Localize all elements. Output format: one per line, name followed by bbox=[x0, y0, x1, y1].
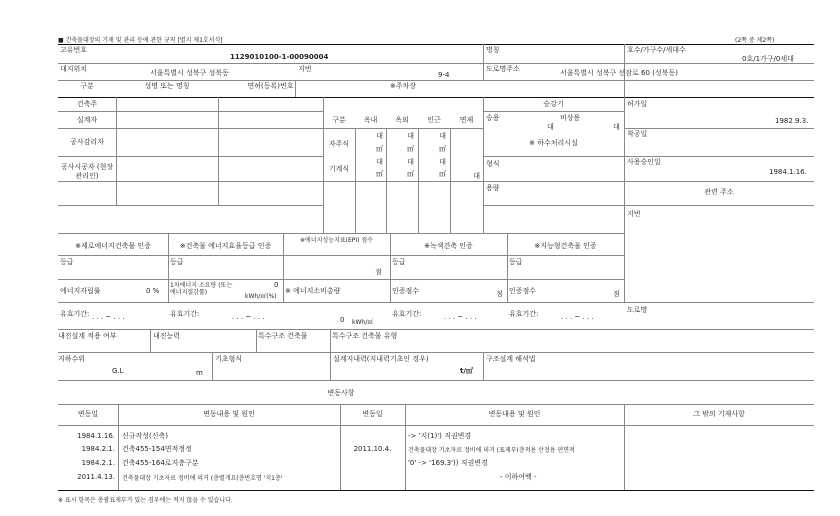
change-content: -> '지(1)') 직권변경 bbox=[408, 432, 472, 440]
change-content: 건축455-164로지층구분 bbox=[122, 459, 199, 467]
unit: 대 bbox=[439, 132, 446, 140]
unit: 대 bbox=[407, 132, 414, 140]
row-line bbox=[323, 128, 483, 129]
unit: ㎡ bbox=[439, 170, 446, 178]
person-row-owner: 건축주 bbox=[76, 100, 98, 108]
sewage-label: ※ 하수처리시설 bbox=[529, 139, 578, 147]
road-value: 서울특별시 성북구 선잠로 60 (성북동) bbox=[560, 69, 678, 77]
unique-no: 1129010100-1-00090004 bbox=[230, 53, 329, 61]
parking-self: 자주식 bbox=[328, 140, 350, 148]
footnote: ※ 표시 항목은 총괄표제부가 있는 경우에는 적지 않을 수 있습니다. bbox=[58, 497, 233, 504]
grade: 등급 bbox=[509, 258, 523, 266]
related-jibun: 지번 bbox=[627, 210, 641, 218]
row-line bbox=[624, 181, 814, 182]
valid-label: 유효기간: bbox=[60, 310, 90, 318]
approval-label: 사용승인일 bbox=[627, 158, 661, 166]
col-line bbox=[150, 329, 151, 352]
energy-unit: kWh/㎡ bbox=[352, 319, 374, 326]
change-date: 2011.10.4. bbox=[353, 445, 392, 453]
row-line bbox=[58, 111, 323, 112]
col-line bbox=[386, 128, 387, 233]
col-line bbox=[330, 329, 331, 380]
related-address: 관련 주소 bbox=[704, 188, 734, 196]
cert-score: 인증점수 bbox=[509, 287, 537, 295]
valid-label: 유효기간: bbox=[392, 310, 422, 318]
row-line bbox=[58, 329, 814, 330]
elevator-title: 승강기 bbox=[543, 100, 564, 108]
col-line bbox=[418, 128, 419, 233]
row-line bbox=[483, 181, 624, 182]
unit: 대 bbox=[376, 132, 383, 140]
cert-score: 인증점수 bbox=[392, 287, 420, 295]
col-line bbox=[116, 97, 117, 205]
jibun-value: 9-4 bbox=[438, 71, 450, 79]
change-date: 1984.2.1. bbox=[81, 459, 115, 467]
unit: 대 bbox=[376, 158, 383, 166]
change-content: 신규작성(신축) bbox=[122, 432, 169, 440]
row-line bbox=[58, 380, 814, 381]
change-content: 건축455-154면적정정 bbox=[122, 445, 192, 453]
row-line bbox=[58, 279, 624, 280]
persons-gubun: 구분 bbox=[80, 82, 94, 90]
parking-gubun: 구분 bbox=[332, 116, 346, 124]
primary-energy: 1차에너지 소요량 (또는 에너지절감률) bbox=[170, 282, 233, 296]
related-road: 도로명 bbox=[627, 306, 648, 314]
unique-no-label: 고유번호 bbox=[60, 46, 88, 54]
parking-mech: 기계식 bbox=[328, 165, 350, 173]
valid-dots: . . . ~ . . . bbox=[561, 313, 594, 321]
parking-nearby: 인근 bbox=[427, 116, 441, 124]
persons-name: 성명 또는 명칭 bbox=[144, 82, 190, 90]
form-title: ■ 건축물대장의 기재 및 관리 등에 관한 규칙 [별지 제1호서식] bbox=[58, 37, 223, 44]
grade: 등급 bbox=[392, 258, 406, 266]
unit: 대 bbox=[473, 172, 480, 180]
col-line bbox=[483, 352, 484, 380]
valid-label: 유효기간: bbox=[509, 310, 539, 318]
bearing-capacity: 설계지내력(지내력기초인 경우) bbox=[333, 355, 429, 363]
row-line bbox=[58, 425, 814, 426]
change-date: 1984.1.16. bbox=[77, 432, 115, 440]
primary-unit: kWh/㎡(%) bbox=[245, 293, 277, 300]
valid-label: 유효기간: bbox=[170, 310, 200, 318]
energy-eff-cert: ※건축물 에너지효율등급 인증 bbox=[179, 242, 272, 250]
row-line bbox=[58, 404, 814, 405]
col-line bbox=[483, 44, 484, 80]
row-line bbox=[483, 111, 624, 112]
elevator-emergency: 비상용 bbox=[560, 114, 581, 122]
person-row-contractor: 공사시공자 (현장관리인) bbox=[60, 163, 114, 180]
row-line bbox=[58, 128, 323, 129]
permit-label: 허가일 bbox=[627, 100, 648, 108]
score-unit: 점 bbox=[613, 290, 620, 298]
person-row-supervisor: 공사감리자 bbox=[70, 138, 104, 146]
valid-dots: . . . ~ . . . bbox=[232, 313, 265, 321]
unit: ㎡ bbox=[376, 145, 383, 153]
row-line bbox=[58, 181, 323, 182]
row-line bbox=[58, 352, 814, 353]
start-label: 착공일 bbox=[627, 130, 648, 138]
table-bottom-border bbox=[58, 490, 814, 491]
grade: 등급 bbox=[60, 258, 74, 266]
green-cert: ※녹색건축 인증 bbox=[424, 242, 473, 250]
row-line bbox=[58, 80, 814, 81]
unit: 대 bbox=[547, 123, 554, 131]
row-line bbox=[323, 181, 483, 182]
ho-value: 0호/1가구/0세대 bbox=[742, 55, 794, 63]
changes-other-header: 그 밖의 기재사항 bbox=[693, 410, 745, 418]
score-unit: 점 bbox=[375, 268, 382, 276]
changes-date-header: 변동일 bbox=[362, 410, 383, 418]
self-rate-value: 0 % bbox=[146, 287, 160, 295]
person-row-designer: 설계자 bbox=[76, 116, 98, 124]
col-line bbox=[483, 97, 484, 233]
unit: 대 bbox=[613, 123, 620, 131]
epi-score: ※에너지성능지표(EPI) 점수 bbox=[300, 237, 373, 244]
parking-title: ※주차장 bbox=[389, 82, 417, 90]
ho-label: 호수/가구수/세대수 bbox=[627, 46, 686, 54]
end-marker: - 이하여백 - bbox=[500, 473, 537, 481]
changes-date-header: 변동일 bbox=[77, 410, 99, 418]
seismic-label: 내진설계 적용 여부 bbox=[58, 332, 117, 340]
col-line bbox=[256, 329, 257, 352]
changes-content-header: 변동내용 및 원인 bbox=[488, 410, 541, 418]
jibun-label: 지번 bbox=[298, 65, 312, 73]
groundwater-label: 지하수위 bbox=[58, 355, 86, 363]
row-line bbox=[58, 205, 323, 206]
special-structure: 특수구조 건축물 bbox=[258, 332, 308, 340]
smart-cert: ※지능형건축물 인증 bbox=[534, 242, 597, 250]
col-line bbox=[218, 97, 219, 205]
unit: ㎡ bbox=[407, 170, 414, 178]
energy-use: ※ 에너지소비총량 bbox=[285, 287, 341, 295]
m-unit: m bbox=[196, 369, 203, 377]
unit: ㎡ bbox=[439, 145, 446, 153]
page-info: (2쪽 중 제2쪽) bbox=[735, 37, 775, 44]
sewage-type: 형식 bbox=[486, 160, 500, 168]
parking-indoor: 옥내 bbox=[363, 116, 378, 124]
change-date: 1984.2.1. bbox=[81, 445, 115, 453]
elevator-passenger: 승용 bbox=[486, 114, 500, 122]
change-date: 2011.4.13. bbox=[77, 473, 115, 481]
permit-value: 1982.9.3. bbox=[775, 117, 809, 125]
score-unit: 점 bbox=[496, 290, 503, 298]
parking-exempt: 면제 bbox=[459, 116, 474, 124]
row-line bbox=[58, 302, 814, 303]
primary-value: 0 bbox=[274, 281, 279, 289]
row-line bbox=[624, 128, 814, 129]
valid-dots: . . . ~ . . . bbox=[444, 313, 477, 321]
changes-title: 변동사항 bbox=[327, 389, 355, 397]
row-line bbox=[483, 205, 624, 206]
energy-zero: 0 bbox=[340, 316, 345, 324]
foundation-type: 기초형식 bbox=[215, 355, 243, 363]
structure-method: 구조설계 해석법 bbox=[486, 355, 536, 363]
row-line bbox=[58, 97, 814, 98]
special-type: 특수구조 건축물 유형 bbox=[332, 332, 398, 340]
name-label: 명칭 bbox=[486, 46, 500, 54]
row-line bbox=[624, 156, 814, 157]
row-line bbox=[483, 156, 624, 157]
bearing-unit: t/㎡ bbox=[460, 367, 473, 375]
row-line bbox=[58, 255, 624, 256]
row-line bbox=[624, 205, 814, 206]
change-content: '0' -> '169.3')) 직권변경 bbox=[408, 459, 488, 467]
persons-license: 면허(등록)번호 bbox=[247, 82, 294, 90]
col-line bbox=[212, 352, 213, 380]
site-label: 대지위치 bbox=[60, 65, 88, 73]
site-value: 서울특별시 성북구 성북동 bbox=[150, 69, 229, 77]
changes-content-header: 변동내용 및 원인 bbox=[203, 410, 255, 418]
zero-energy-cert: ※제로에너지건축물 인증 bbox=[75, 242, 151, 250]
col-line bbox=[355, 128, 356, 233]
change-content: 건축물대장 기초자료 정비에 의거 (표제부(층적용 산정용 연면적 bbox=[408, 447, 575, 454]
row-line bbox=[58, 233, 624, 234]
road-label: 도로명주소 bbox=[486, 65, 520, 73]
seismic-capacity: 내진능력 bbox=[153, 332, 181, 340]
self-rate: 에너지자립률 bbox=[60, 287, 101, 295]
row-line bbox=[58, 156, 323, 157]
row-line bbox=[58, 63, 814, 64]
parking-outdoor: 옥외 bbox=[395, 116, 409, 124]
change-content: 건축물대장 기초자료 정비에 의거 (층별개요(층번호명 '지1층' bbox=[122, 475, 283, 482]
unit: 대 bbox=[407, 158, 414, 166]
valid-dots: . . . ~ . . . bbox=[92, 313, 125, 321]
unit: 대 bbox=[439, 158, 446, 166]
grade: 등급 bbox=[170, 258, 184, 266]
col-line bbox=[624, 97, 625, 302]
sewage-capacity: 용량 bbox=[486, 184, 500, 192]
unit: ㎡ bbox=[376, 170, 383, 178]
unit: ㎡ bbox=[407, 145, 414, 153]
gl-label: G.L bbox=[112, 367, 124, 375]
approval-value: 1984.1.16. bbox=[769, 168, 807, 176]
